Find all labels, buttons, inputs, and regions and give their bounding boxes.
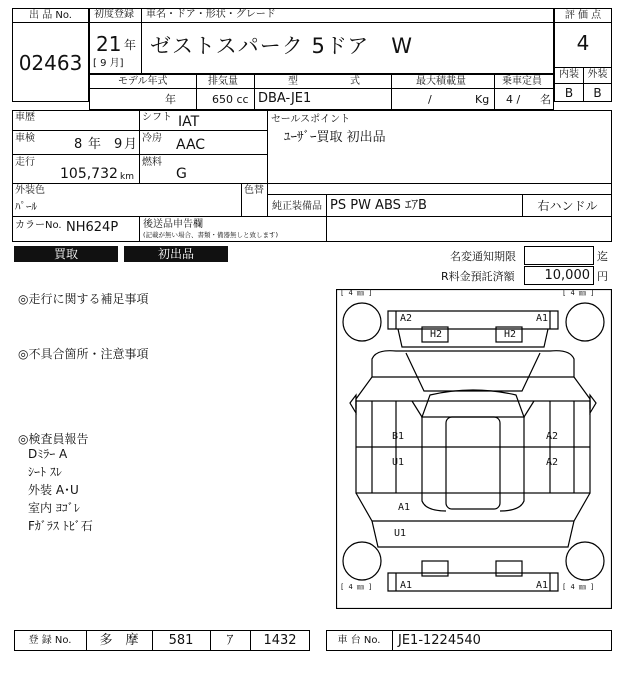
- damage-mark: H2: [430, 329, 443, 340]
- chassis-number: JE1-1224540: [398, 633, 481, 648]
- car-name: ゼストスパーク 5ドア W: [150, 34, 413, 58]
- shaken-month-unit: 月: [124, 137, 138, 152]
- exterior-label: 外装: [587, 69, 608, 80]
- registration-area: 多 摩: [99, 633, 139, 648]
- steering-value: 右ハンドル: [537, 199, 598, 213]
- damage-mark: B1: [392, 431, 405, 442]
- registration-kana: ｱ: [226, 633, 234, 648]
- damage-mark: A2: [400, 313, 413, 324]
- inspector-line: ｼｰﾄ ｽﾚ: [28, 465, 62, 479]
- inspector-line: Fｶﾞﾗｽ ﾄﾋﾞ石: [28, 519, 93, 533]
- interior-label: 内装: [559, 69, 579, 80]
- type-value: DBA-JE1: [258, 91, 312, 106]
- shaken-month: 9: [114, 137, 123, 152]
- shaken-label: 車検: [15, 133, 35, 144]
- ac-label: 冷房: [142, 133, 162, 144]
- model-year-label: モデル年式: [118, 76, 168, 87]
- equipment-value: PS PW ABS ｴｱB: [330, 198, 427, 213]
- grade-label: 評 価 点: [555, 9, 611, 23]
- damage-mark: A2: [546, 431, 559, 442]
- damage-mark: A1: [398, 502, 411, 513]
- inspector-line: 室内 ﾖｺﾞﾚ: [28, 501, 80, 515]
- shaken-year: 8: [74, 137, 83, 152]
- post-report-note: (記載が無い場合、書類・備器無しと致します): [143, 231, 279, 239]
- fuel-value: G: [176, 166, 187, 182]
- damage-mark: A1: [400, 580, 413, 591]
- first-registration-label: 初度登録: [94, 9, 134, 20]
- damage-mark: A2: [546, 457, 559, 468]
- tire-depth-label: [ 4 ㎜ ]: [340, 583, 373, 591]
- registration-class: 581: [168, 633, 194, 648]
- capacity-unit: 名: [540, 93, 551, 106]
- tag-kaitori: 買取: [14, 246, 118, 262]
- registration-label: 登 録 No.: [28, 635, 72, 646]
- inspector-label: ◎検査員報告: [18, 432, 89, 446]
- color-no-label: カラーNo.: [15, 220, 62, 231]
- recycle-label: R料金預託済額: [441, 270, 515, 283]
- fuel-label: 燃料: [142, 157, 162, 168]
- damage-mark: A1: [536, 580, 549, 591]
- exterior-color-label: 外装色: [15, 185, 45, 196]
- tag-first-listing: 初出品: [124, 246, 228, 262]
- ac-value: AAC: [176, 137, 206, 153]
- name-change-unit: 迄: [597, 250, 608, 263]
- model-year-unit: 年: [165, 93, 176, 106]
- inspector-line: 外装 A･U: [28, 483, 79, 497]
- equipment-label: 純正装備品: [272, 201, 322, 212]
- car-diagram: [336, 289, 612, 609]
- car-name-label: 車名・ドア・形状・グレード: [146, 9, 276, 20]
- lot-number-box: [12, 8, 89, 102]
- mileage-label: 走行: [15, 157, 35, 168]
- driving-notes-label: ◎走行に関する補足事項: [18, 292, 149, 306]
- mileage-unit: km: [120, 172, 134, 182]
- capacity-label: 乗車定員: [502, 76, 542, 87]
- max-load-label: 最大積載量: [416, 76, 466, 87]
- post-report-label: 後送品申告欄: [143, 219, 203, 230]
- damage-mark: H2: [504, 329, 517, 340]
- mileage-value: 105,732: [60, 166, 118, 182]
- shift-label: シフト: [142, 112, 172, 123]
- name-change-box: [524, 246, 594, 265]
- type-label: 型: [288, 76, 298, 87]
- color-change-label: 色替: [244, 185, 264, 196]
- color-no-value: NH624P: [66, 220, 119, 235]
- sales-point-value: ﾕｰｻﾞｰ買取 初出品: [284, 130, 386, 145]
- exterior-grade: B: [593, 86, 602, 100]
- grade-value: 4: [576, 31, 590, 55]
- shift-value: IAT: [178, 114, 200, 130]
- car-diagram-svg: [336, 289, 612, 609]
- name-change-label: 名変通知期限: [450, 250, 516, 263]
- defects-label: ◎不具合箇所・注意事項: [18, 347, 149, 361]
- displacement-value: 650 cc: [212, 93, 249, 106]
- displacement-label: 排気量: [208, 76, 238, 87]
- load-unit: Kg: [475, 93, 490, 106]
- interior-grade: B: [564, 86, 574, 100]
- chassis-label: 車 台 No.: [337, 635, 381, 646]
- history-label: 車歴: [15, 112, 35, 123]
- registration-number: 1432: [263, 633, 297, 648]
- grade-box: [554, 8, 612, 102]
- damage-mark: A1: [536, 313, 549, 324]
- lot-number-label: 出 品 No.: [13, 9, 88, 23]
- tire-depth-label: [ 4 ㎜ ]: [562, 289, 595, 297]
- load-separator: /: [428, 93, 432, 106]
- lot-number: 02463: [18, 51, 83, 75]
- tire-depth-label: [ 4 ㎜ ]: [562, 583, 595, 591]
- year-unit: 年: [124, 38, 137, 52]
- damage-mark: U1: [392, 457, 405, 468]
- first-registration-month: [ 9 月]: [93, 58, 124, 69]
- inspector-line: Dﾐﾗｰ A: [28, 447, 68, 461]
- type-label-2: 式: [350, 76, 360, 87]
- damage-mark: U1: [394, 528, 407, 539]
- sales-point-label: セールスポイント: [271, 114, 351, 125]
- exterior-color-value: ﾊﾟｰﾙ: [15, 200, 37, 213]
- shaken-year-unit: 年: [88, 137, 102, 152]
- tire-depth-label: [ 4 ㎜ ]: [340, 289, 373, 297]
- recycle-value: 10,000: [544, 268, 590, 283]
- recycle-unit: 円: [597, 270, 608, 283]
- first-registration-year: 21: [96, 32, 122, 56]
- capacity-value: 4 /: [506, 93, 521, 106]
